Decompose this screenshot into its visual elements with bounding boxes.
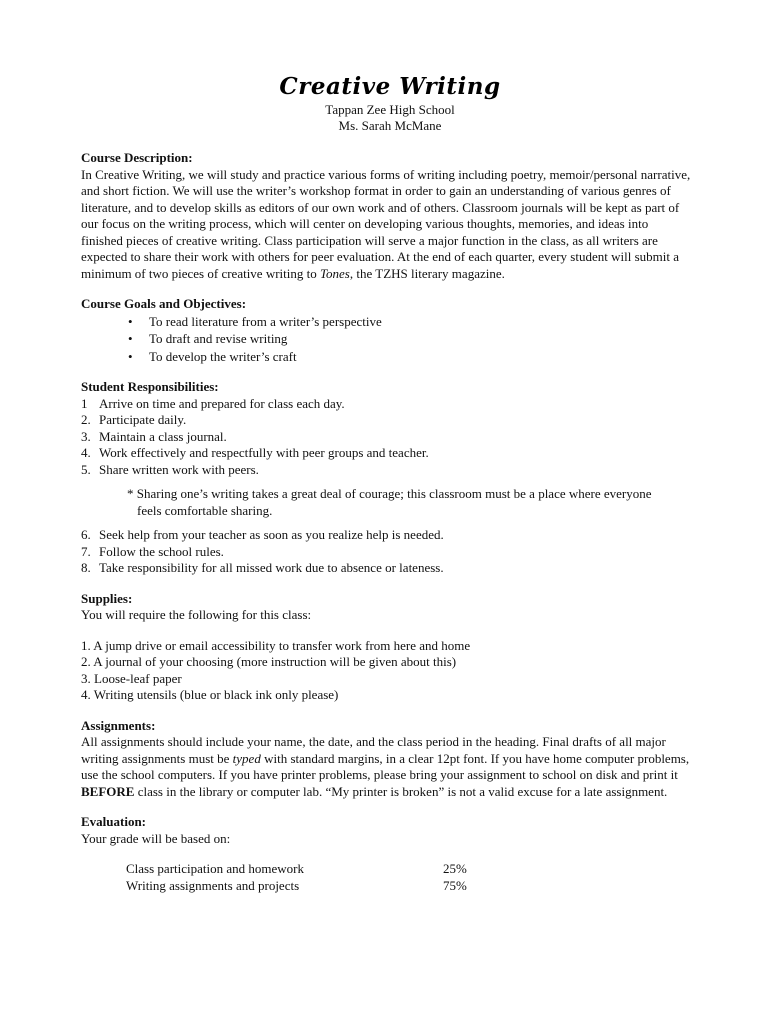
supply-item: 1. A jump drive or email accessibility to transfer work from here and home bbox=[81, 637, 471, 653]
item-number: 6. bbox=[81, 527, 91, 542]
course-description-heading: Course Description: bbox=[81, 150, 193, 165]
sharing-note-line1: * Sharing one’s writing takes a great deal of courage; this classroom must be a place where everyone bbox=[127, 486, 652, 501]
grade-weight: 25% bbox=[443, 861, 467, 876]
responsibilities-list-a bbox=[81, 396, 691, 479]
responsibilities-heading: Student Responsibilities: bbox=[81, 379, 219, 394]
supplies-intro: You will require the following for this class: bbox=[81, 607, 312, 622]
assignments-text-part2: with standard margins, in a clear 12pt font. If you have home computer problems, use the school computers. If you have printer problems, please bring your assignment to school on disk and print it bbox=[81, 750, 690, 782]
before-emphasis: BEFORE bbox=[81, 783, 135, 799]
sharing-note bbox=[127, 486, 697, 519]
item-text: Participate daily. bbox=[99, 412, 187, 427]
evaluation-heading: Evaluation: bbox=[81, 814, 147, 829]
grade-weight: 75% bbox=[443, 877, 467, 893]
item-number: 1 bbox=[81, 395, 88, 411]
item-number: 4. bbox=[81, 445, 91, 460]
responsibility-item bbox=[81, 412, 691, 429]
assignments-text-part3: class in the library or computer lab. “My printer is broken” is not a valid excuse for a late assignment. bbox=[134, 783, 668, 799]
item-number: 8. bbox=[81, 560, 91, 575]
magazine-name: Tones bbox=[320, 265, 350, 281]
responsibility-item bbox=[81, 544, 691, 561]
item-text: Arrive on time and prepared for class each day. bbox=[99, 395, 345, 411]
course-description-text bbox=[81, 167, 691, 283]
grade-category: Class participation and homework bbox=[126, 861, 304, 876]
item-number: 2. bbox=[81, 412, 91, 427]
responsibilities-section bbox=[81, 379, 691, 577]
goal-item: • To read literature from a writer’s perspective bbox=[149, 313, 691, 331]
item-text: Work effectively and respectfully with peer groups and teacher. bbox=[99, 445, 429, 460]
school-name: Tappan Zee High School bbox=[325, 102, 455, 117]
grade-category: Writing assignments and projects bbox=[126, 877, 300, 893]
goals-list bbox=[81, 313, 691, 366]
responsibility-item bbox=[81, 462, 691, 479]
document-title: Creative Writing bbox=[279, 73, 501, 100]
goals-section bbox=[81, 296, 691, 365]
table-row bbox=[126, 861, 467, 878]
responsibility-item bbox=[81, 445, 691, 462]
goal-item: • To draft and revise writing bbox=[149, 330, 691, 348]
responsibility-item bbox=[81, 560, 691, 577]
teacher-name: Ms. Sarah McMane bbox=[338, 118, 442, 133]
assignments-text bbox=[81, 734, 691, 800]
item-text: Seek help from your teacher as soon as you realize help is needed. bbox=[99, 527, 444, 542]
supply-item: 4. Writing utensils (blue or black ink only please) bbox=[81, 687, 339, 702]
item-number: 7. bbox=[81, 543, 91, 559]
supply-item: 3. Loose-leaf paper bbox=[81, 670, 182, 686]
responsibility-item bbox=[81, 396, 691, 413]
evaluation-intro: Your grade will be based on: bbox=[81, 830, 231, 846]
goal-item: • To develop the writer’s craft bbox=[149, 348, 691, 366]
typed-emphasis: typed bbox=[232, 750, 261, 766]
assignments-section bbox=[81, 718, 691, 801]
item-text: Maintain a class journal. bbox=[99, 428, 227, 444]
document-header bbox=[0, 72, 770, 134]
responsibility-item bbox=[81, 527, 691, 544]
item-number: 5. bbox=[81, 461, 91, 477]
supply-item: 2. A journal of your choosing (more instruction will be given about this) bbox=[81, 654, 457, 669]
course-description-text-part2: , the TZHS literary magazine. bbox=[349, 265, 505, 281]
course-description-section bbox=[81, 150, 691, 282]
goals-heading: Course Goals and Objectives: bbox=[81, 296, 247, 311]
supplies-heading: Supplies: bbox=[81, 590, 133, 606]
course-description-text-part1: In Creative Writing, we will study and practice various forms of writing including poetry, memoir/personal narrative, and short fiction. We will use the writer’s workshop format in order to gain an understanding of various genres of literature, and to develop skills as editors of our own work and of others. Classroom journals will be kept as part of our focus on the writing process, which will center on developing various thoughts, memories, and ideas into finished pieces of creative writing. Class participation will serve a major function in the class, as all writers are expected to share their work with others for peer evaluation. At the end of each quarter, every student will submit a minimum of two pieces of creative writing to bbox=[81, 166, 691, 281]
item-text: Follow the school rules. bbox=[99, 543, 224, 559]
assignments-heading: Assignments: bbox=[81, 717, 156, 733]
item-text: Take responsibility for all missed work due to absence or lateness. bbox=[99, 560, 444, 575]
item-number: 3. bbox=[81, 428, 91, 444]
sharing-note-line2: feels comfortable sharing. bbox=[137, 502, 273, 518]
responsibility-item bbox=[81, 429, 691, 446]
table-row bbox=[126, 878, 467, 895]
item-text: Share written work with peers. bbox=[99, 461, 259, 477]
document-body bbox=[81, 150, 691, 894]
evaluation-section bbox=[81, 814, 691, 894]
assignments-text-part1: All assignments should include your name, the date, and the class period in the heading. Final drafts of all major writing assignments must be bbox=[81, 734, 666, 766]
responsibilities-list-b bbox=[81, 527, 691, 577]
grade-breakdown-table bbox=[126, 861, 467, 894]
supplies-section bbox=[81, 591, 691, 704]
